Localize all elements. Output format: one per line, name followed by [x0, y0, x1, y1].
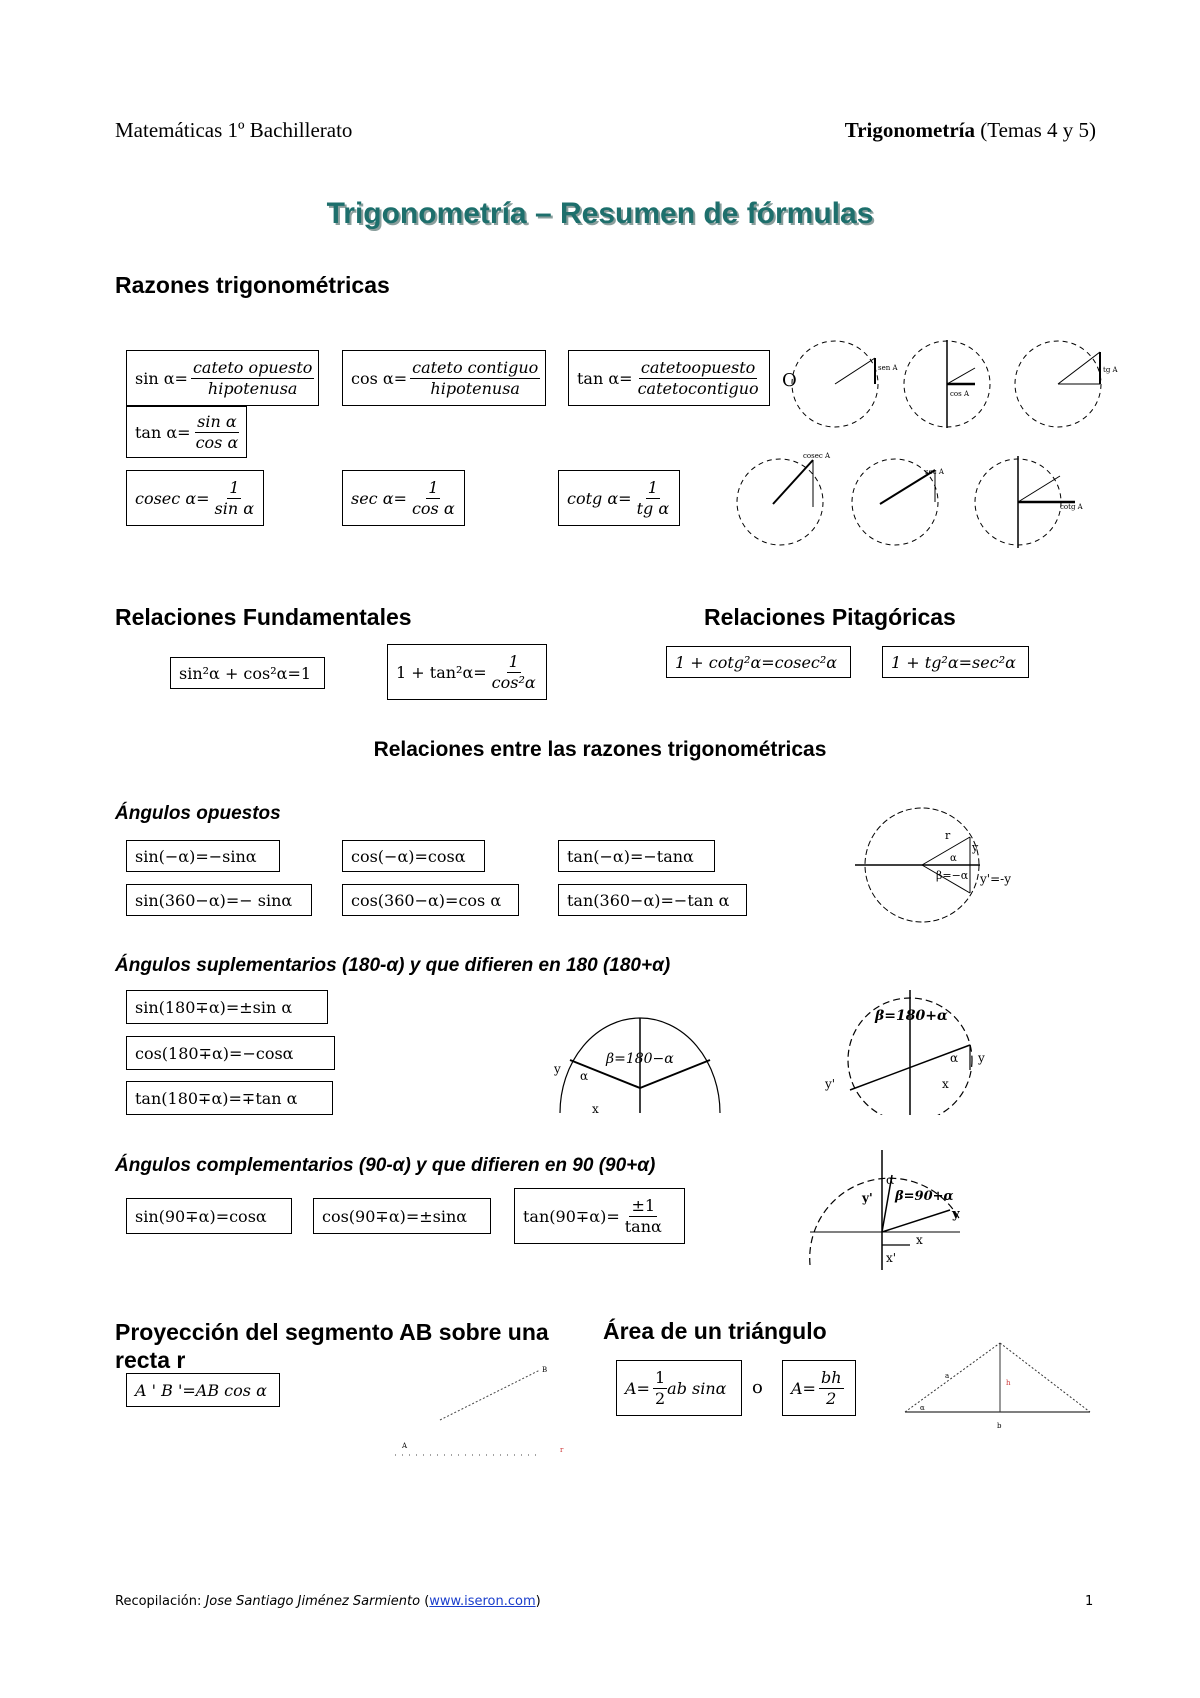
formula-comp-1: sin(90∓α)=cosα	[126, 1198, 292, 1234]
formula-sin	[126, 350, 319, 406]
fraction-num: cateto contiguo	[412, 357, 539, 377]
fig-label-r: r	[560, 1446, 564, 1454]
fraction-num: 1	[229, 477, 240, 497]
header-left: Matemáticas 1º Bachillerato	[115, 118, 353, 142]
formula-rest: ab sinα	[667, 1378, 727, 1398]
fig-label-y: y	[978, 1051, 985, 1065]
section-heading-fundamentales: Relaciones Fundamentales	[115, 604, 412, 630]
figure-area	[900, 1340, 1100, 1430]
footer-prefix: Recopilación:	[115, 1594, 206, 1609]
formula-lhs: tan(90∓α)=	[523, 1206, 620, 1226]
fig-label-beta: β=90+α	[895, 1189, 954, 1204]
formula-tan-quotient	[126, 406, 247, 458]
figure-suplementarios-1	[550, 1008, 730, 1118]
formula-sup-1: sin(180∓α)=±sin α	[126, 990, 328, 1024]
footer-paren: (	[420, 1594, 430, 1609]
fraction-den: tanα	[624, 1216, 662, 1236]
fig-label-alpha: α	[950, 1051, 959, 1065]
fraction	[636, 358, 761, 399]
fraction-den: tg α	[636, 498, 670, 518]
fig-label-x: x	[592, 1102, 599, 1116]
fig-label-yp: y'	[862, 1191, 873, 1205]
section-heading-proyeccion: Proyección del segmento AB sobre una recta r	[115, 1319, 549, 1373]
fraction	[410, 358, 540, 399]
fig-label-eq: y'=-y	[980, 872, 1011, 886]
fig-label-r: r	[945, 829, 951, 842]
subheading-suplementarios: Ángulos suplementarios (180-α) y que difieren en 180 (180+α)	[115, 955, 671, 976]
subheading-opuestos: Ángulos opuestos	[115, 803, 281, 824]
fig-label-beta: β=180+α	[875, 1008, 948, 1024]
formula-lhs: cotg α=	[567, 488, 632, 508]
section-heading-relaciones: Relaciones entre las razones trigonométricas	[373, 738, 827, 761]
formula-op-2: cos(−α)=cosα	[342, 840, 485, 872]
fig-label-alpha: α	[580, 1069, 589, 1083]
figure-suplementarios-2	[820, 990, 1000, 1115]
footer-link[interactable]: www.iseron.com	[429, 1594, 536, 1609]
formula-lhs: cosec α=	[135, 488, 210, 508]
formula-sup-3: tan(180∓α)=∓tan α	[126, 1081, 333, 1115]
formula-pit-2: 1 + tg²α=sec²α	[882, 646, 1029, 678]
origin-label: O	[782, 370, 797, 391]
section-heading-razones: Razones trigonométricas	[115, 272, 390, 298]
fig-label-y: y	[972, 841, 979, 854]
page-number: 1	[1085, 1594, 1094, 1609]
formula-op-4: sin(360−α)=− sinα	[126, 884, 312, 916]
header-right	[845, 118, 1096, 143]
footer-author: Jose Santiago Jiménez Sarmiento	[205, 1594, 421, 1609]
formula-cos	[342, 350, 546, 406]
formula-lhs: sec α=	[351, 488, 407, 508]
fig-label-alpha: α	[920, 1404, 925, 1412]
formula-lhs: 1 + tan²α=	[396, 662, 487, 682]
formula-proyeccion: A ' B '=AB cos α	[126, 1373, 280, 1407]
formula-area-2	[782, 1360, 856, 1416]
formula-op-5: cos(360−α)=cos α	[342, 884, 519, 916]
fig-label-a: a	[945, 1372, 950, 1380]
fraction-den: hipotenusa	[207, 378, 298, 398]
formula-op-6: tan(360−α)=−tan α	[558, 884, 747, 916]
fig-label-alpha: α	[950, 853, 957, 864]
formula-comp-3	[514, 1188, 685, 1244]
formula-fund-1: sin²α + cos²α=1	[170, 657, 325, 689]
unit-circle-figures-row2	[735, 452, 1130, 552]
fig-label-beta: β=180−α	[606, 1051, 674, 1067]
fig-label-y: y	[952, 1207, 960, 1222]
fig-label-a: A	[402, 1442, 408, 1450]
figure-complementarios	[800, 1150, 970, 1270]
fraction-den: sin α	[214, 498, 255, 518]
fig-label-cosec: cosec A	[803, 452, 831, 460]
fig-label-b: B	[542, 1366, 548, 1374]
fig-label-x: x	[942, 1077, 949, 1091]
header-right-bold: Trigonometría	[844, 118, 975, 142]
fig-label-y: y	[554, 1062, 561, 1076]
page-title: Trigonometría – Resumen de fórmulas	[326, 197, 874, 230]
formula-pit-1: 1 + cotg²α=cosec²α	[666, 646, 851, 678]
formula-cotg	[558, 470, 680, 526]
fig-label-xp: x'	[886, 1251, 897, 1265]
fraction	[410, 478, 457, 519]
fraction-num: catetoopuesto	[640, 357, 756, 377]
unit-circle-figures-row1	[790, 338, 1130, 438]
formula-sup-2: cos(180∓α)=−cosα	[126, 1036, 335, 1070]
footer-credit	[115, 1594, 541, 1609]
formula-comp-2: cos(90∓α)=±sinα	[313, 1198, 491, 1234]
fraction-den: 2	[654, 1388, 666, 1408]
fraction-den: cos²α	[491, 672, 536, 692]
formula-lhs: cos α=	[351, 368, 408, 388]
fraction	[635, 478, 672, 519]
figure-opuestos	[850, 805, 1040, 925]
fraction-num: 1	[647, 477, 658, 497]
fraction	[653, 1368, 667, 1409]
fraction	[490, 652, 538, 693]
section-heading-pitagoricas: Relaciones Pitagóricas	[704, 604, 956, 630]
fraction	[191, 358, 314, 399]
fig-label-b: b	[997, 1422, 1002, 1430]
fraction-num: ±1	[631, 1195, 656, 1215]
fraction-den: 2	[826, 1388, 837, 1408]
fraction-num: 1	[428, 477, 439, 497]
or-label: o	[752, 1377, 763, 1398]
fraction	[819, 1368, 844, 1409]
fig-label-x: x	[916, 1233, 923, 1247]
fig-label-alpha: α	[886, 1173, 895, 1187]
footer-paren: )	[535, 1594, 541, 1609]
fraction-num: 1	[654, 1367, 666, 1387]
header-right-rest: (Temas 4 y 5)	[975, 118, 1096, 142]
subheading-complementarios: Ángulos complementarios (90-α) y que difieren en 90 (90+α)	[115, 1155, 656, 1176]
fig-label-cos: cos A	[950, 390, 970, 398]
formula-op-3: tan(−α)=−tanα	[558, 840, 715, 872]
fraction	[194, 412, 241, 453]
formula-lhs: sin α=	[135, 368, 188, 388]
formula-area-1	[616, 1360, 742, 1416]
fraction-den: hipotenusa	[430, 378, 520, 398]
fraction-num: bh	[820, 1367, 842, 1387]
formula-op-1: sin(−α)=−sinα	[126, 840, 280, 872]
formula-lhs: tan α=	[577, 368, 633, 388]
formula-sec	[342, 470, 465, 526]
fraction-den: catetocontiguo	[637, 378, 759, 398]
fraction-num: cateto opuesto	[192, 357, 313, 377]
fraction-den: cos α	[195, 432, 239, 452]
formula-lhs: A=	[625, 1378, 650, 1398]
fraction-num: sin α	[197, 411, 237, 431]
figure-proyeccion	[390, 1360, 580, 1460]
formula-fund-2	[387, 644, 547, 700]
formula-tan	[568, 350, 770, 406]
fig-label-beta: β=−α	[936, 869, 969, 882]
fraction	[623, 1196, 664, 1237]
fig-label-yp: y'	[825, 1077, 836, 1091]
fraction-den: cos α	[411, 498, 455, 518]
fig-label-sen: sen A	[878, 364, 898, 372]
formula-lhs: tan α=	[135, 422, 191, 442]
fig-label-cotg: cotg A	[1060, 503, 1083, 511]
fig-label-tg: tg A	[1103, 366, 1118, 374]
fig-label-sec: sec A	[925, 468, 944, 476]
fraction	[213, 478, 257, 519]
fig-label-h: h	[1006, 1379, 1011, 1387]
formula-lhs: A=	[791, 1378, 816, 1398]
section-heading-area: Área de un triángulo	[603, 1318, 827, 1344]
fraction-num: 1	[508, 651, 519, 671]
formula-cosec	[126, 470, 264, 526]
